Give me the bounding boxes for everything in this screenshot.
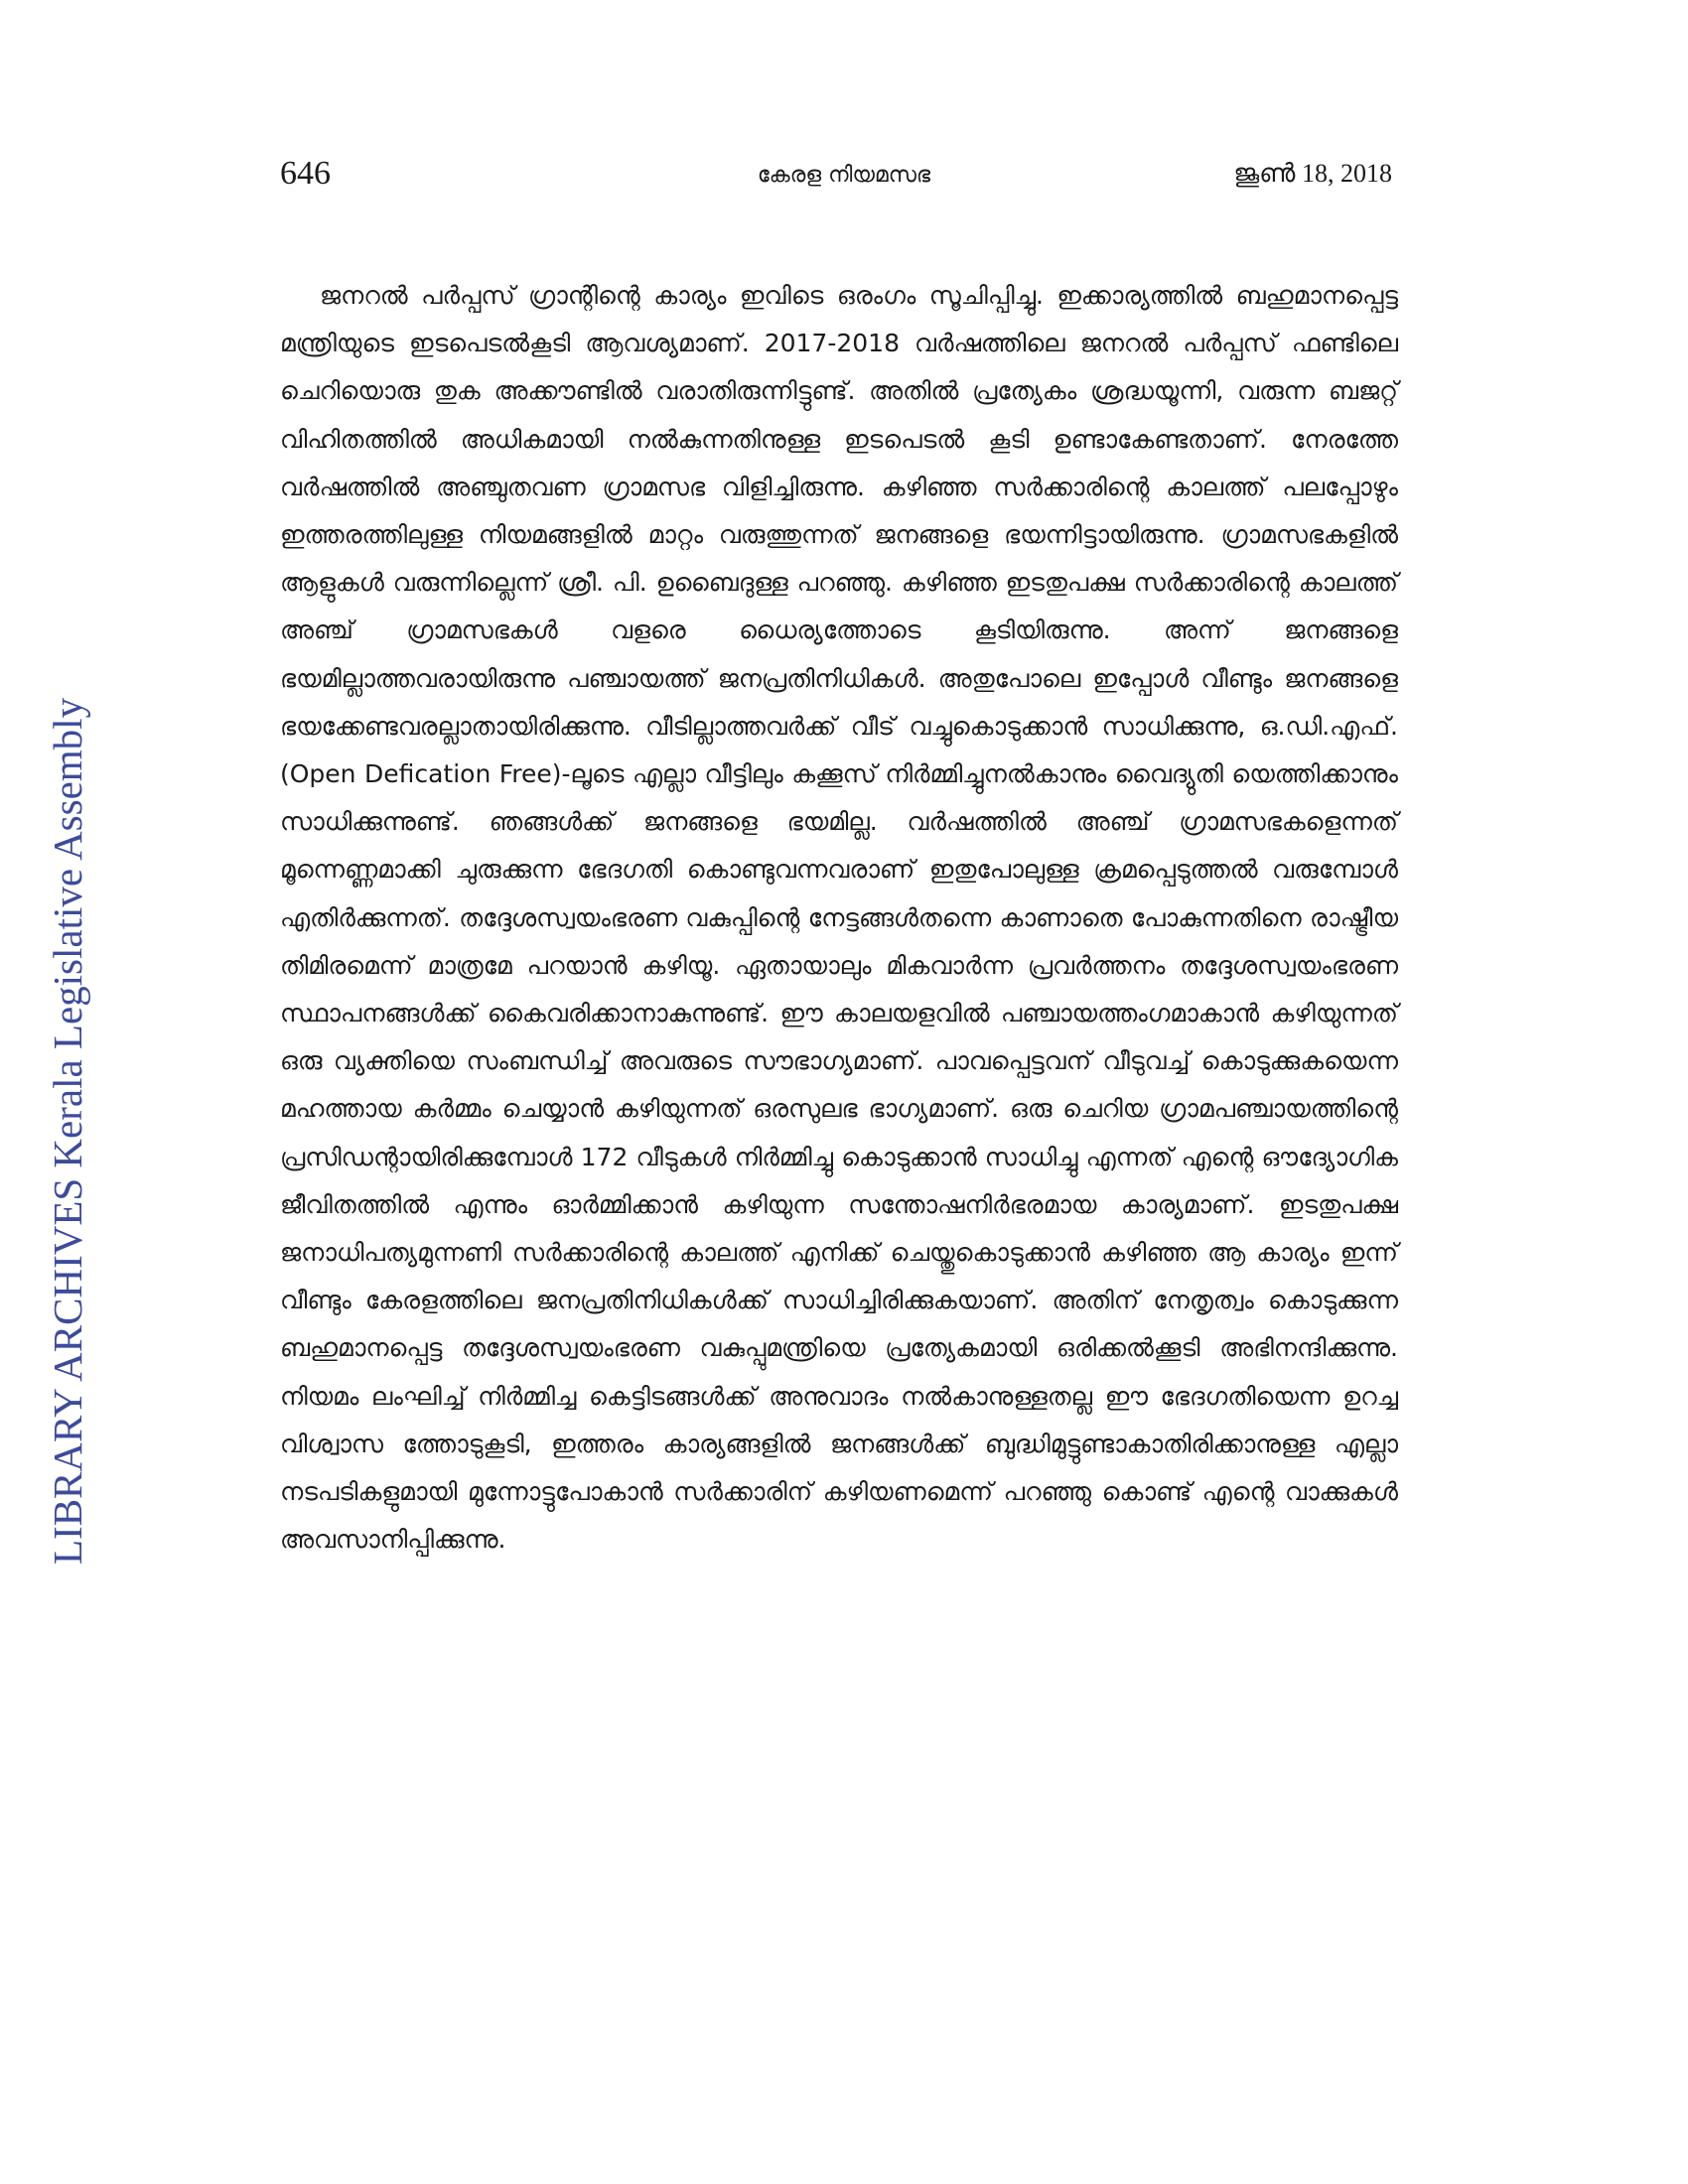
page-date: ജൂൺ 18, 2018: [1233, 159, 1392, 188]
page-number: 646: [280, 155, 331, 192]
archive-watermark: LIBRARY ARCHIVES Kerala Legislative Assembly: [45, 697, 90, 1565]
page-header: [0, 149, 1688, 208]
body-paragraph: ജനറൽ പർപ്പസ് ഗ്രാന്റിന്റെ കാര്യം ഇവിടെ ഒരംഗം സൂചിപ്പിച്ചു. ഇക്കാര്യത്തിൽ ബഹുമാനപ്പെട്ട മന്ത്രിയുടെ ഇടപെടൽകൂടി ആവശ്യമാണ്. 2017-2018 വർഷത്തിലെ ജനറൽ പർപ്പസ് ഫണ്ടിലെ ചെറിയൊരു തുക അക്കൗണ്ടിൽ വരാതിരുന്നിട്ടുണ്ട്. അതിൽ പ്രത്യേകം ശ്രദ്ധയൂന്നി, വരുന്ന ബജറ്റ് വിഹിതത്തിൽ അധികമായി നൽകുന്നതിനുള്ള ഇടപെടൽ കൂടി ഉണ്ടാകേണ്ടതാണ്. നേരത്തേ വർഷത്തിൽ അഞ്ചുതവണ ഗ്രാമസഭ വിളിച്ചിരുന്നു. കഴിഞ്ഞ സർക്കാരിന്റെ കാലത്ത് പലപ്പോഴും ഇത്തരത്തിലുള്ള നിയമങ്ങളിൽ മാറ്റം വരുത്തുന്നത് ജനങ്ങളെ ഭയന്നിട്ടായിരുന്നു. ഗ്രാമസഭകളിൽ ആളുകൾ വരുന്നില്ലെന്ന് ശ്രീ. പി. ഉബൈദുള്ള പറഞ്ഞു. കഴിഞ്ഞ ഇടതുപക്ഷ സർക്കാരിന്റെ കാലത്ത് അഞ്ച് ഗ്രാമസഭകൾ വളരെ ധൈര്യത്തോടെ കൂടിയിരുന്നു. അന്ന് ജനങ്ങളെ ഭയമില്ലാത്തവരായിരുന്നു പഞ്ചായത്ത് ജനപ്രതിനിധികൾ. അതുപോലെ ഇപ്പോൾ വീണ്ടും ജനങ്ങളെ ഭയക്കേണ്ടവരല്ലാതായിരിക്കുന്നു. വീടില്ലാത്തവർക്ക് വീട് വച്ചുകൊടുക്കാൻ സാധിക്കുന്നു, ഒ.ഡി.എഫ്. (Open Defication Free)-ലൂടെ എല്ലാ വീട്ടിലും കക്കൂസ് നിർമ്മിച്ചുനൽകാനും വൈദ്യുതി യെത്തിക്കാനും സാധിക്കുന്നുണ്ട്. ഞങ്ങൾക്ക് ജനങ്ങളെ ഭയമില്ല. വർഷത്തിൽ അഞ്ച് ഗ്രാമസഭകളെന്നത് മൂന്നെണ്ണമാക്കി ചുരുക്കുന്ന ഭേദഗതി കൊണ്ടുവന്നവരാണ് ഇതുപോലുള്ള ക്രമപ്പെടുത്തൽ വരുമ്പോൾ എതിർക്കുന്നത്. തദ്ദേശസ്വയംഭരണ വകുപ്പിന്റെ നേട്ടങ്ങൾതന്നെ കാണാതെ പോകുന്നതിനെ രാഷ്ട്രീയ തിമിരമെന്ന് മാത്രമേ പറയാൻ കഴിയൂ. ഏതായാലും മികവാർന്ന പ്രവർത്തനം തദ്ദേശസ്വയംഭരണ സ്ഥാപനങ്ങൾക്ക് കൈവരിക്കാനാകുന്നുണ്ട്. ഈ കാലയളവിൽ പഞ്ചായത്തംഗമാകാൻ കഴിയുന്നത് ഒരു വ്യക്തിയെ സംബന്ധിച്ച് അവരുടെ സൗഭാഗ്യമാണ്. പാവപ്പെട്ടവന് വീടുവച്ച് കൊടുക്കുകയെന്ന മഹത്തായ കർമ്മം ചെയ്യാൻ കഴിയുന്നത് ഒരസുലഭ ഭാഗ്യമാണ്. ഒരു ചെറിയ ഗ്രാമപഞ്ചായത്തിന്റെ പ്രസിഡന്റായിരിക്കുമ്പോൾ 172 വീടുകൾ നിർമ്മിച്ചു കൊടുക്കാൻ സാധിച്ചു എന്നത് എന്റെ ഔദ്യോഗിക ജീവിതത്തിൽ എന്നും ഓർമ്മിക്കാൻ കഴിയുന്ന സന്തോഷനിർഭരമായ കാര്യമാണ്. ഇടതുപക്ഷ ജനാധിപത്യമുന്നണി സർക്കാരിന്റെ കാലത്ത് എനിക്ക് ചെയ്തുകൊടുക്കാൻ കഴിഞ്ഞ ആ കാര്യം ഇന്ന് വീണ്ടും കേരളത്തിലെ ജനപ്രതിനിധികൾക്ക് സാധിച്ചിരിക്കുകയാണ്. അതിന് നേതൃത്വം കൊടുക്കുന്ന ബഹുമാനപ്പെട്ട തദ്ദേശസ്വയംഭരണ വകുപ്പുമന്ത്രിയെ പ്രത്യേകമായി ഒരിക്കൽക്കൂടി അഭിനന്ദിക്കുന്നു. നിയമം ലംഘിച്ച് നിർമ്മിച്ച കെട്ടിടങ്ങൾക്ക് അനുവാദം നൽകാനുള്ളതല്ല ഈ ഭേദഗതിയെന്ന ഉറച്ച വിശ്വാസ ത്തോടുകൂടി, ഇത്തരം കാര്യങ്ങളിൽ ജനങ്ങൾക്ക് ബുദ്ധിമുട്ടുണ്ടാകാതിരിക്കാനുള്ള എല്ലാ നടപടികളുമായി മുന്നോട്ടുപോകാൻ സർക്കാരിന് കഴിയണമെന്ന് പറഞ്ഞു കൊണ്ട് എന്റെ വാക്കുകൾ അവസാനിപ്പിക്കുന്നു.: [280, 281, 1398, 1555]
running-title: കേരള നിയമസഭ: [757, 163, 931, 188]
